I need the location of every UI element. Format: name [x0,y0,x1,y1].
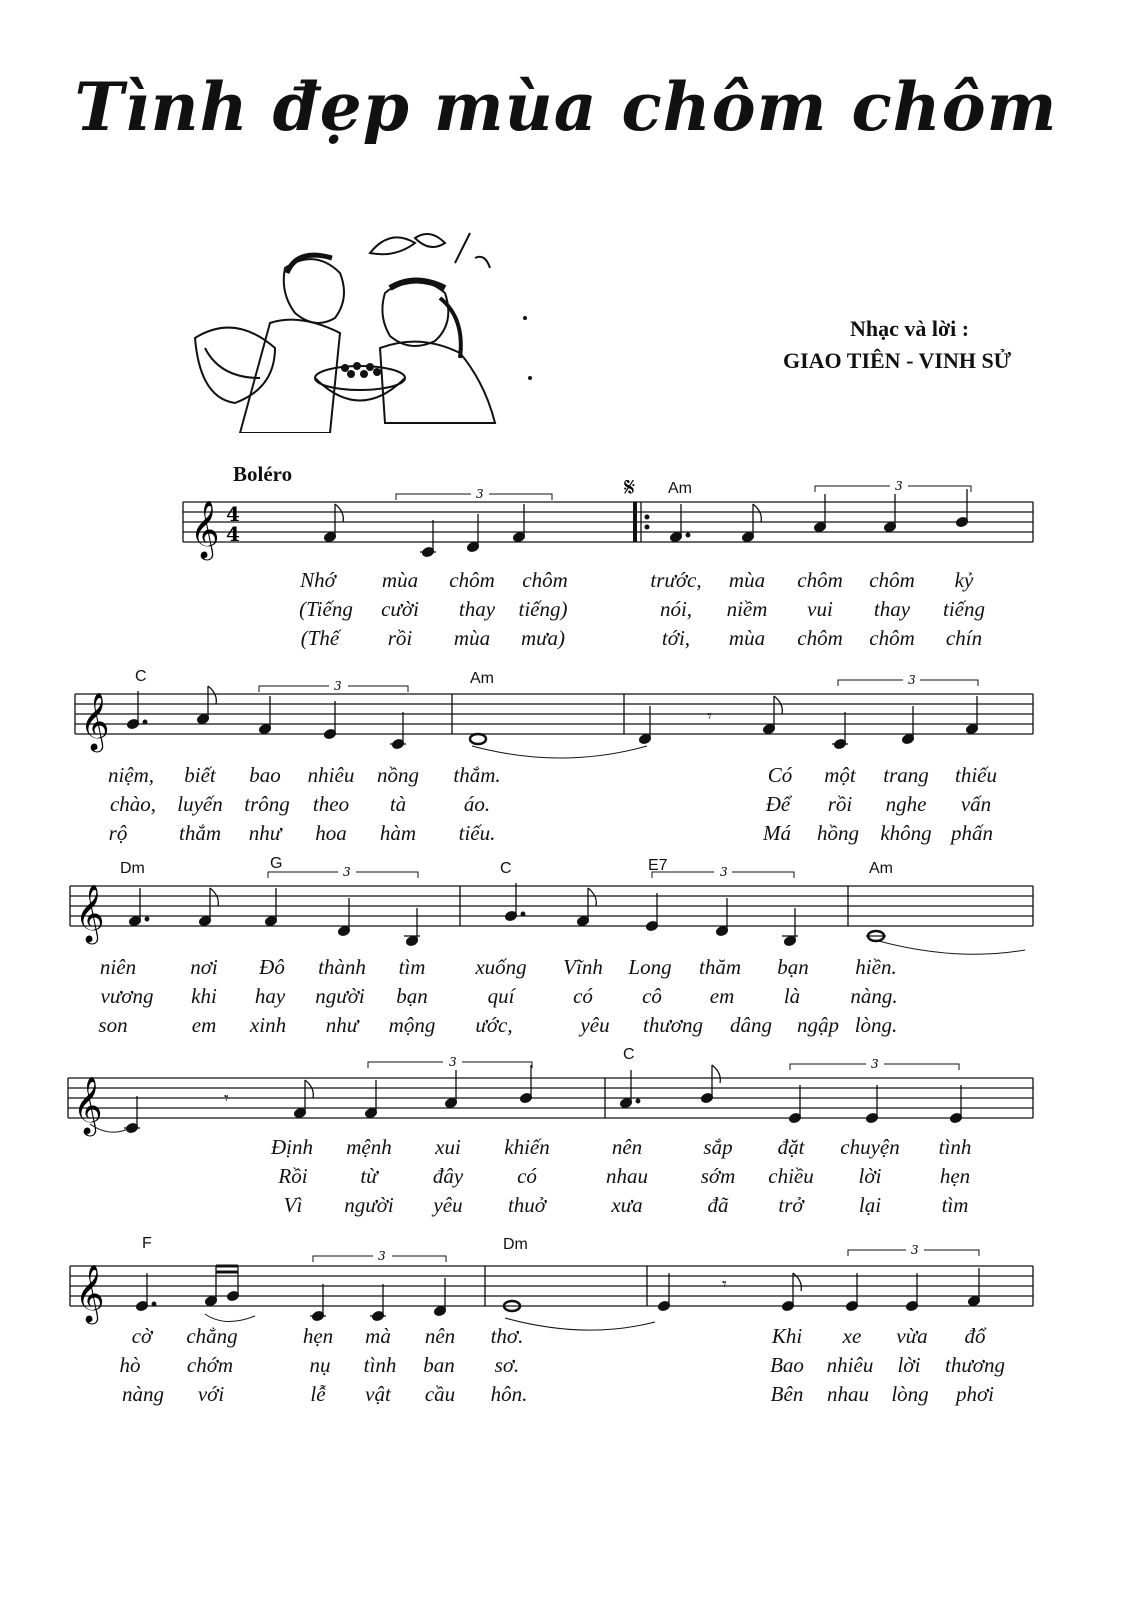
lyric-syllable: lời [897,1353,921,1377]
lyric-syllable: rồi [827,792,853,816]
lyric-syllable: Để [765,792,791,816]
lyric-syllable: lại [858,1193,882,1217]
credit-label: Nhạc và lời : [850,316,970,341]
chord-symbol: G [270,855,283,872]
lyric-syllable: tiếng [943,597,985,621]
note [901,706,914,745]
note [337,898,350,937]
lyric-syllable: Đô [259,955,285,979]
lyric-syllable: chẳng [186,1324,238,1348]
lyric-syllable: Khi [771,1324,803,1348]
lyric-syllable: trang [883,763,929,787]
lyric-syllable: vật [365,1382,391,1406]
lyric-syllable: chôm [869,568,915,592]
chord-symbol: F [142,1235,152,1252]
lyric-syllable: son [98,1013,128,1037]
lyric-syllable: rồi [387,626,413,650]
lyric-syllable: vấn [960,792,992,816]
lyric-syllable: từ [360,1164,378,1188]
note [433,1278,446,1317]
lyric-syllable: hò [119,1353,141,1377]
lyric-syllable: Long [628,955,672,979]
note [845,1273,858,1312]
lyric-syllable: hồng [817,821,859,845]
note [470,734,486,744]
staff-2 [0,672,1132,772]
note [323,701,336,740]
lyric-syllable: hay [254,984,286,1008]
lyric-syllable: hoa [315,821,347,845]
lyrics-system-1-verse-1 [0,568,1132,594]
lyric-syllable: tiếu. [458,821,496,845]
lyric-syllable: lễ [310,1382,326,1406]
lyric-syllable: quí [487,984,515,1008]
lyric-syllable: thắm [179,821,221,845]
note [196,686,216,725]
note [264,888,277,927]
lyric-syllable: như [248,821,282,845]
lyrics-system-3-verse-2 [0,984,1132,1010]
lyric-syllable: nên [611,1135,643,1159]
staff-1 [0,480,1132,580]
lyric-syllable: Nhớ [300,568,336,592]
lyric-syllable: tà [389,792,407,816]
lyric-syllable: có [517,1164,537,1188]
lyric-syllable: mùa [381,568,419,592]
lyric-syllable: chôm [522,568,568,592]
lyric-syllable: thay [873,597,911,621]
note [965,696,978,735]
note [669,504,689,543]
lyric-syllable: Bao [770,1353,804,1377]
lyric-syllable: nhiêu [826,1353,874,1377]
lyric-syllable: vừa [896,1324,928,1348]
note [512,504,525,543]
lyric-syllable: nơi [190,955,218,979]
lyric-syllable: mệnh [346,1135,392,1159]
note [124,1096,140,1134]
svg-text:3: 3 [378,1249,386,1263]
lyric-syllable: sớm [700,1164,736,1188]
lyric-syllable: chiều [768,1164,814,1188]
note [258,696,271,735]
lyric-syllable: thuở [507,1193,547,1217]
lyric-syllable: mộng [388,1013,436,1037]
lyric-syllable: cô [642,984,662,1008]
lyric-syllable: xinh [249,1013,287,1037]
lyric-syllable: hẹn [302,1324,334,1348]
note [619,1070,639,1109]
lyric-syllable: hàm [379,821,417,845]
lyric-syllable: lòng [891,1382,929,1406]
song-title: Tình đẹp mùa chôm chôm [74,68,1058,146]
lyric-syllable: một [824,763,856,787]
lyrics-system-5-verse-1 [0,1324,1132,1350]
lyric-syllable: chớm [186,1353,234,1377]
lyric-syllable: tìm [941,1193,969,1217]
chord-symbol: Am [668,480,692,497]
lyric-syllable: là [783,984,801,1008]
svg-text:3: 3 [895,480,903,493]
lyric-syllable: rộ [108,821,128,845]
lyric-syllable: Định [271,1135,313,1159]
note [293,1080,313,1119]
lyrics-system-2-verse-3 [0,821,1132,847]
lyric-syllable: lời [858,1164,882,1188]
lyric-syllable: niệm, [107,763,155,787]
lyric-syllable: nghe [885,792,927,816]
lyric-syllable: có [573,984,593,1008]
lyric-syllable: như [325,1013,359,1037]
lyric-syllable: nàng. [850,984,898,1008]
note [576,888,596,927]
lyrics-system-1-verse-3 [0,626,1132,652]
lyric-syllable: nồng [377,763,419,787]
lyric-syllable: niềm [726,597,768,621]
lyric-syllable: phơi [955,1382,995,1406]
lyric-syllable: xe [842,1324,862,1348]
note [813,494,826,533]
lyric-syllable: thành [318,955,366,979]
lyric-syllable: nhau [606,1164,648,1188]
svg-text:3: 3 [343,865,351,879]
tempo-marking: Boléro [233,462,293,486]
lyric-syllable: ngập [797,1013,839,1037]
treble-clef-icon: 𝄞 [75,884,105,942]
time-signature-bottom: 4 [226,522,240,546]
chord-symbol: C [135,668,147,685]
lyrics-system-5-verse-3 [0,1382,1132,1408]
note [949,1085,962,1124]
lyric-syllable: em [191,1013,217,1037]
note [905,1273,918,1312]
time-signature-top: 4 [226,502,240,526]
lyric-syllable: nhiêu [307,763,355,787]
treble-clef-icon: 𝄞 [190,500,220,558]
lyrics-system-2-verse-2 [0,792,1132,818]
note [638,706,651,745]
lyric-syllable: mưa) [520,626,566,650]
note [364,1080,377,1119]
lyric-syllable: nói, [659,597,693,621]
lyric-syllable: dâng [730,1013,772,1037]
lyric-syllable: (Thế [300,626,340,650]
note [645,893,658,932]
svg-text:3: 3 [334,679,342,693]
lyric-syllable: đây [432,1164,464,1188]
svg-text:3: 3 [720,865,728,879]
eighth-rest-icon: 𝄾 [722,1274,727,1295]
segno-icon: 𝄋 [624,480,636,503]
lyric-syllable: thăm [699,955,741,979]
svg-text:3: 3 [449,1056,457,1069]
lyrics-system-1-verse-2 [0,597,1132,623]
note [967,1268,980,1307]
staff-3 [0,864,1132,964]
lyric-syllable: sơ. [494,1353,520,1377]
note [420,520,436,558]
note [504,883,524,922]
illustration-couple-with-rambutan-basket [175,228,555,433]
note [741,504,761,543]
chord-symbol: C [500,860,512,877]
lyric-syllable: luyến [177,792,223,816]
lyric-syllable: niên [99,955,137,979]
chord-symbol: Dm [120,860,145,877]
lyric-syllable: kỷ [954,568,974,592]
note [519,1065,532,1104]
note [955,489,968,528]
lyric-syllable: hiền. [855,955,897,979]
lyric-syllable: chôm [449,568,495,592]
chord-symbol: Am [470,670,494,687]
note [762,696,782,735]
svg-text:3: 3 [911,1244,919,1257]
note [135,1273,155,1312]
lyrics-system-4-verse-3 [0,1193,1132,1219]
lyric-syllable: nhau [827,1382,869,1406]
lyric-syllable: bạn [396,984,428,1008]
tie [472,746,647,758]
chord-symbol: Am [869,860,893,877]
lyric-syllable: xui [435,1135,461,1159]
lyric-syllable: hẹn [939,1164,971,1188]
lyric-syllable: yêu [580,1013,610,1037]
treble-clef-icon: 𝄞 [75,1264,105,1322]
lyric-syllable: xuống [475,955,527,979]
lyric-syllable: tìm [398,955,426,979]
lyric-syllable: người [315,984,365,1008]
note [883,494,896,533]
lyric-syllable: chôm [797,568,843,592]
lyric-syllable: cầu [424,1382,456,1406]
note [444,1070,457,1109]
note [370,1284,386,1322]
lyric-syllable: nên [424,1324,456,1348]
lyric-syllable: thắm. [453,763,501,787]
svg-text:3: 3 [871,1057,879,1071]
lyric-syllable: bao [249,763,281,787]
lyric-syllable: mà [365,1324,391,1348]
lyric-syllable: nàng [122,1382,164,1406]
lyric-syllable: đổ [964,1324,986,1348]
note [832,712,848,750]
lyric-syllable: Bên [770,1382,804,1406]
lyric-syllable: người [344,1193,394,1217]
lyric-syllable: tới, [661,626,691,650]
note [126,691,146,730]
lyric-syllable: ban [423,1353,455,1377]
lyrics-system-3-verse-3 [0,1013,1132,1039]
lyric-syllable: theo [312,792,350,816]
lyric-syllable: Vĩnh [563,955,603,979]
lyric-syllable: trông [244,792,290,816]
lyric-syllable: (Tiếng [299,597,353,621]
lyric-syllable: tiếng) [518,597,568,621]
eighth-rest-icon: 𝄾 [707,706,712,727]
lyric-syllable: vương [100,984,154,1008]
lyric-syllable: chôm [797,626,843,650]
lyric-syllable: sắp [703,1135,733,1159]
lyric-syllable: nụ [309,1353,331,1377]
lyric-syllable: không [880,821,932,845]
lyric-syllable: xưa [611,1193,643,1217]
lyrics-system-3-verse-1 [0,955,1132,981]
lyric-syllable: mùa [728,568,766,592]
credit-authors: GIAO TIÊN - VINH SỬ [783,348,1012,373]
note [715,898,728,937]
lyric-syllable: chuyện [840,1135,900,1159]
note [198,888,218,927]
note [466,514,479,553]
lyric-syllable: biết [184,763,216,787]
lyric-syllable: với [197,1382,225,1406]
lyric-syllable: khi [191,984,217,1008]
lyric-syllable: thiếu [955,763,997,787]
tie [875,940,1025,954]
lyric-syllable: cờ [131,1324,153,1348]
note [323,504,343,543]
lyric-syllable: áo. [463,792,491,816]
lyric-syllable: chào, [109,792,157,816]
lyric-syllable: đặt [777,1135,805,1159]
chord-symbol: Dm [503,1236,528,1253]
note [788,1085,801,1124]
chord-symbol: E7 [648,857,668,874]
lyric-syllable: thơ. [490,1324,524,1348]
note [782,908,798,947]
treble-clef-icon: 𝄞 [73,1076,103,1134]
lyrics-system-2-verse-1 [0,763,1132,789]
lyrics-system-4-verse-1 [0,1135,1132,1161]
lyric-syllable: trước, [650,568,702,592]
lyric-syllable: em [709,984,735,1008]
note [866,931,886,941]
lyric-syllable: Vì [283,1193,303,1217]
svg-text:3: 3 [476,487,484,501]
chord-symbol: C [623,1046,635,1063]
lyric-syllable: mùa [453,626,491,650]
lyric-syllable: trở [778,1193,804,1217]
lyric-syllable: hôn. [490,1382,528,1406]
slur [205,1314,255,1322]
lyric-syllable: yêu [433,1193,463,1217]
lyric-syllable: Có [767,763,793,787]
lyric-syllable: cười [381,597,419,621]
note [128,888,148,927]
lyric-syllable: tình [363,1353,397,1377]
eighth-rest-icon: 𝄾 [224,1088,229,1109]
lyric-syllable: đã [707,1193,729,1217]
lyric-syllable: Má [763,821,791,845]
lyric-syllable: mùa [728,626,766,650]
lyric-syllable: vui [807,597,833,621]
lyric-syllable: khiến [504,1135,550,1159]
lyric-syllable: thương [643,1013,703,1037]
lyric-syllable: bạn [777,955,809,979]
treble-clef-icon: 𝄞 [80,692,110,750]
lyrics-system-4-verse-2 [0,1164,1132,1190]
note [657,1273,670,1312]
lyric-syllable: ước, [475,1013,513,1037]
lyric-syllable: phấn [951,821,993,845]
lyrics-system-5-verse-2 [0,1353,1132,1379]
note [404,908,420,947]
lyric-syllable: chín [945,626,983,650]
lyric-syllable: thay [458,597,496,621]
lyric-syllable: thương [945,1353,1005,1377]
note [310,1284,326,1322]
svg-text:3: 3 [908,673,916,687]
lyric-syllable: Rồi [278,1164,308,1188]
lyric-syllable: tình [938,1135,972,1159]
note [865,1085,878,1124]
lyric-syllable: chôm [869,626,915,650]
note [390,712,406,750]
lyric-syllable: lòng. [854,1013,898,1037]
